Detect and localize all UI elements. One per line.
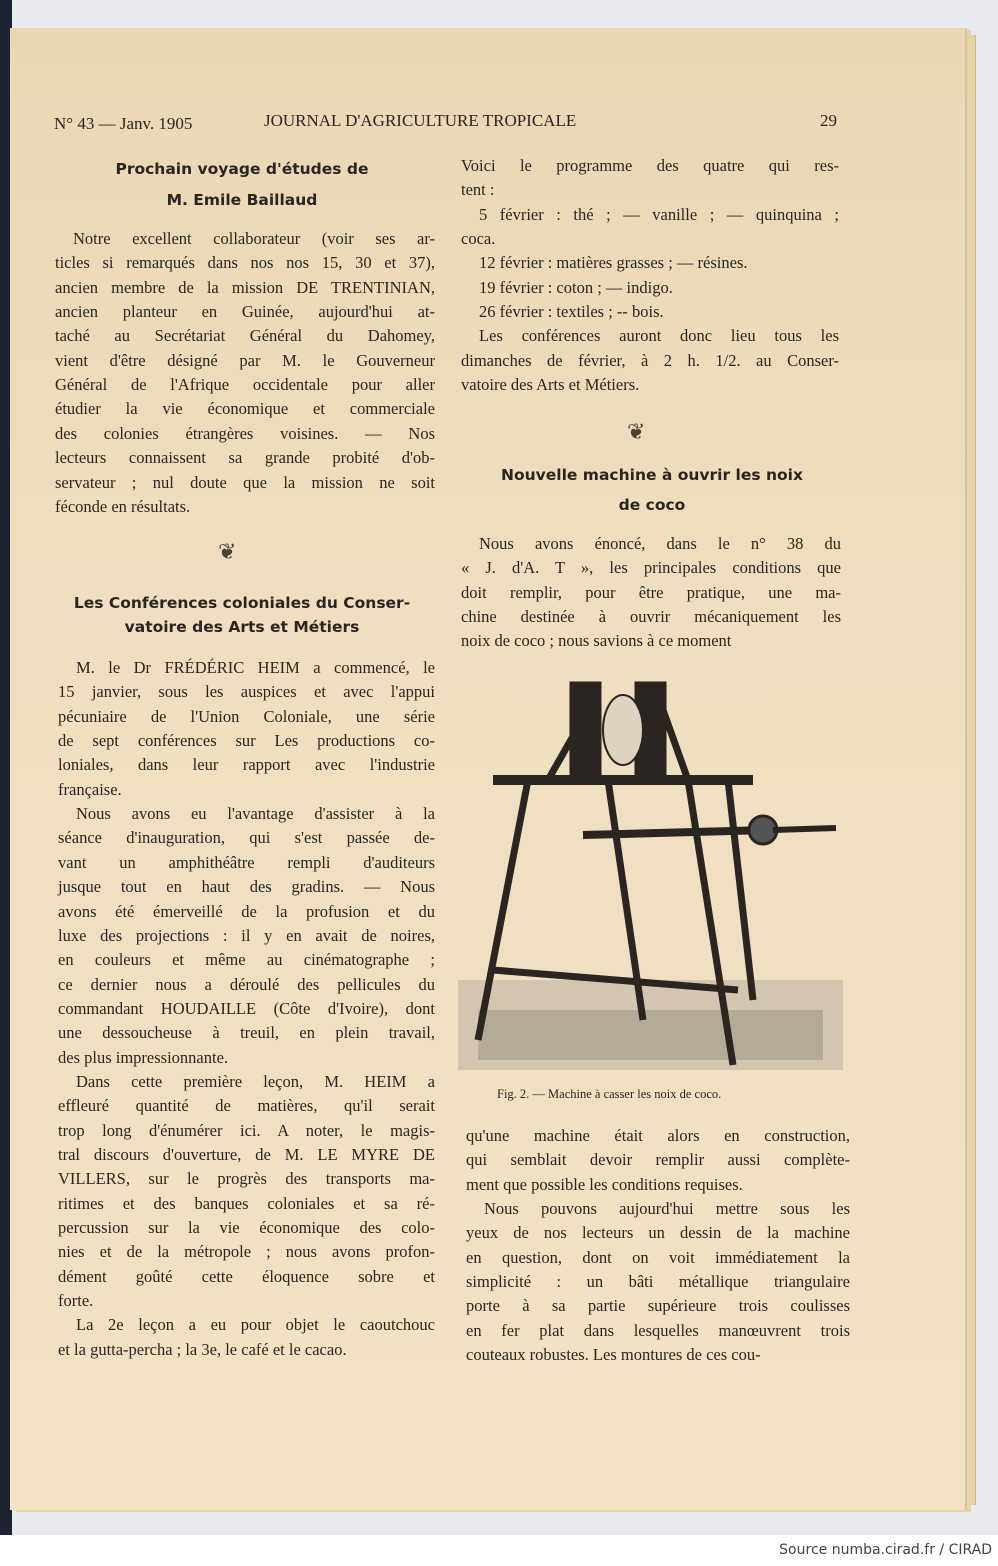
text-line: ancien planteur en Guinée, aujourd'hui at- (55, 302, 435, 322)
text-line: Général de l'Afrique occidentale pour aller (55, 375, 435, 395)
text-line: « J. d'A. T », les principales conditions que (461, 558, 841, 578)
text-line: dimanches de février, à 2 h. 1/2. au Conser- (461, 350, 839, 370)
text-line: séance d'inauguration, qui s'est passée de- (58, 828, 435, 848)
text-line: 19 février : coton ; — indigo. (479, 277, 673, 297)
text-line: Les conférences auront donc lieu tous les (479, 326, 839, 346)
text-line: avons été émerveillé de la profusion et du (58, 901, 435, 921)
issue-number: N° 43 — Janv. 1905 (54, 114, 193, 133)
text-line: tral discours d'ouverture, de M. LE MYRE DE (58, 1145, 435, 1164)
section-heading: M. Emile Baillaud (166, 191, 318, 209)
ground-shading (458, 980, 843, 1070)
text-line: forte. (58, 1291, 94, 1311)
text-line: taché au Secrétariat Général du Dahomey, (55, 326, 435, 346)
page-number: 29 (820, 111, 837, 130)
text-line: féconde en résultats. (55, 496, 191, 516)
text-line: Notre excellent collaborateur (voir ses ar- (73, 229, 435, 248)
section-heading: vatoire des Arts et Métiers (124, 618, 360, 636)
text-line: Nous pouvons aujourd'hui mettre sous les (484, 1199, 850, 1219)
section-heading: Nouvelle machine à ouvrir les noix (501, 466, 803, 484)
text-line: qui semblait devoir remplir aussi complète- (466, 1150, 850, 1170)
text-line: vatoire des Arts et Métiers. (461, 375, 640, 395)
text-line: en couleurs et même au cinématographe ; (58, 950, 435, 970)
text-line: servateur ; nul doute que la mission ne soit (55, 472, 435, 492)
text-line: yeux de nos lecteurs un dessin de la machine (466, 1223, 850, 1243)
text-line: en question, dont on voit immédiatement la (466, 1247, 850, 1267)
text-line: ment que possible les conditions requises. (466, 1174, 743, 1194)
ornament-icon: ❦ (627, 420, 646, 445)
text-line: coca. (461, 229, 496, 249)
text-line: une dessoucheuse à treuil, en plein travail, (58, 1023, 435, 1043)
text-line: vient d'être désigné par M. le Gouverneur (55, 350, 435, 370)
text-line: française. (58, 779, 122, 799)
text-line: noix de coco ; nous savions à ce moment (461, 631, 732, 651)
text-line: simplicité : un bâti métallique triangulaire (466, 1272, 850, 1292)
text-line: en fer plat dans lesquelles manœuvrent trois (466, 1320, 850, 1340)
text-line: Nous avons énoncé, dans le n° 38 du (479, 534, 841, 553)
text-line: vant un amphithéâtre rempli d'auditeurs (58, 852, 435, 872)
text-line: et la gutta-percha ; la 3e, le café et le cacao. (58, 1339, 347, 1359)
text-line: 5 février : thé ; — vanille ; — quinquina ; (479, 204, 839, 224)
text-line: Voici le programme des quatre qui res- (461, 156, 839, 175)
text-line: des plus impressionnante. (58, 1047, 229, 1067)
text-line: ticles si remarqués dans nos nos 15, 30 et 37), (55, 253, 435, 273)
text-line: lecteurs connaissent sa grande probité d'ob- (55, 448, 435, 468)
text-line: des colonies étrangères voisines. — Nos (55, 423, 435, 443)
text-line: pécuniaire de l'Union Coloniale, une série (58, 706, 435, 726)
text-line: Dans cette première leçon, M. HEIM a (76, 1071, 435, 1091)
text-line: tent : (461, 180, 495, 200)
text-line: ce dernier nous a déroulé des pellicules du (58, 974, 435, 994)
text-line: La 2e leçon a eu pour objet le caoutchouc (76, 1315, 435, 1335)
source-credit: Source numba.cirad.fr / CIRAD (779, 1542, 992, 1558)
text-line: 26 février : textiles ; -- bois. (479, 302, 664, 322)
text-line: porte à sa partie supérieure trois coulisses (466, 1296, 850, 1316)
text-line: étudier la vie économique et commerciale (55, 399, 435, 419)
text-line: ancien membre de la mission DE TRENTINIAN, (55, 277, 435, 297)
text-line: 12 février : matières grasses ; — résines. (479, 253, 748, 273)
ornament-icon: ❦ (218, 540, 237, 565)
text-line: chine destinée à ouvrir mécaniquement les (461, 607, 841, 627)
text-line: doit remplir, pour être pratique, une ma- (461, 582, 841, 602)
text-line: ritimes et des banques coloniales et sa ré- (58, 1193, 435, 1213)
text-line: loniales, dans leur rapport avec l'industrie (58, 755, 435, 775)
text-line: VILLERS, sur le progrès des transports ma- (58, 1169, 435, 1189)
journal-title: JOURNAL D'AGRICULTURE TROPICALE (264, 111, 577, 130)
text-line: jusque tout en haut des gradins. — Nous (58, 877, 435, 897)
text-line: 15 janvier, sous les auspices et avec l'appui (58, 682, 435, 702)
text-line: effleuré quantité de matières, qu'il serait (58, 1096, 435, 1116)
section-heading: Prochain voyage d'études de (115, 160, 369, 178)
text-line: qu'une machine était alors en construction, (466, 1126, 850, 1145)
text-line: trop long d'énumérer ici. A noter, le magis- (58, 1120, 435, 1140)
section-heading: de coco (618, 496, 686, 514)
figure-caption: Fig. 2. — Machine à casser les noix de coco. (497, 1087, 722, 1101)
text-line: commandant HOUDAILLE (Côte d'Ivoire), dont (58, 998, 435, 1018)
text-line: dément goûté cette éloquence sobre et (58, 1266, 435, 1286)
section-heading: Les Conférences coloniales du Conser- (73, 594, 411, 612)
text-line: luxe des projections : il y en avait de noires, (58, 925, 435, 945)
text-line: nies et de la métropole ; nous avons profon- (58, 1242, 435, 1262)
text-line: de sept conférences sur Les productions co- (58, 731, 435, 751)
text-line: couteaux robustes. Les montures de ces cou- (466, 1345, 761, 1365)
machine-illustration (458, 680, 843, 1080)
text-line: percussion sur la vie économique des colo- (58, 1218, 435, 1238)
text-line: Nous avons eu l'avantage d'assister à la (76, 804, 435, 824)
text-line: M. le Dr FRÉDÉRIC HEIM a commencé, le (76, 658, 435, 677)
